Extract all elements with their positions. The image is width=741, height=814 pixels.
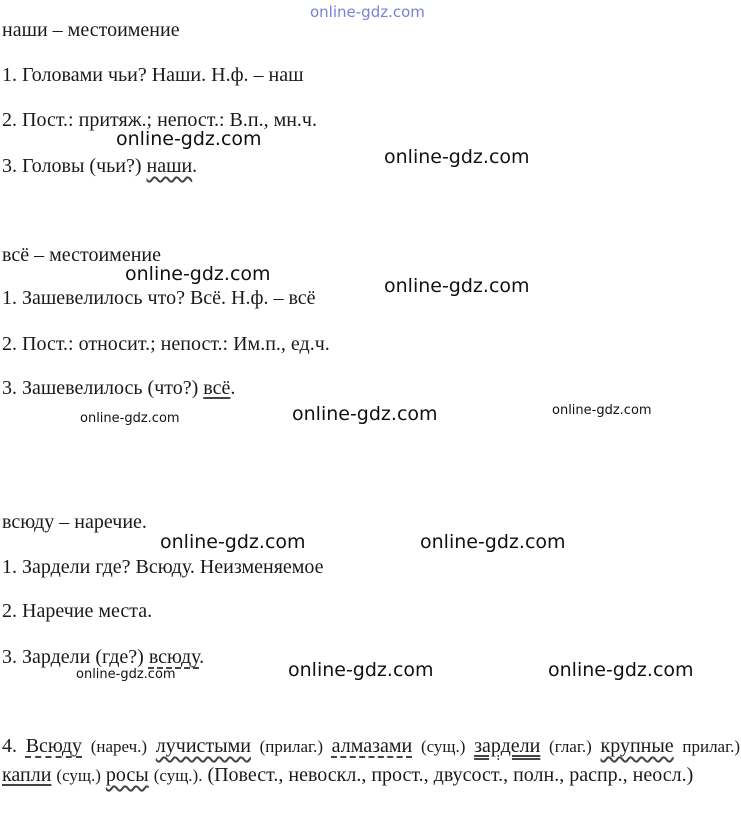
word-kapli: капли bbox=[2, 764, 52, 786]
block1-line3-end: . bbox=[192, 155, 198, 177]
word-krupnye: крупные bbox=[600, 735, 674, 757]
word-vsyudu: Всюду bbox=[25, 735, 83, 757]
block2-line3-text: 3. Зашевелилось (что?) bbox=[2, 377, 204, 399]
watermark: online-gdz.com bbox=[420, 531, 566, 553]
block4-number: 4. bbox=[2, 735, 26, 757]
block3-line3 bbox=[2, 645, 204, 669]
block2-line3-end: . bbox=[230, 377, 236, 399]
block2-title: всё – местоимение bbox=[2, 244, 161, 266]
watermark: online-gdz.com bbox=[292, 403, 438, 425]
block1-line3 bbox=[2, 154, 197, 178]
block1-underlined-word: наши bbox=[146, 155, 193, 177]
block1-line2: 2. Пост.: притяж.; непост.: В.п., мн.ч. bbox=[2, 109, 317, 131]
tag-glag: (глаг.) bbox=[549, 737, 592, 756]
block3-underlined-word: всюду bbox=[148, 646, 200, 668]
block2-line1: 1. Зашевелилось что? Всё. Н.ф. – всё bbox=[2, 287, 316, 309]
block3-title: всюду – наречие. bbox=[2, 511, 147, 533]
watermark: online-gdz.com bbox=[288, 659, 434, 681]
word-zardeli: зардели bbox=[474, 735, 541, 757]
block1-line1: 1. Головами чьи? Наши. Н.ф. – наш bbox=[2, 64, 304, 86]
watermark: online-gdz.com bbox=[552, 403, 652, 418]
word-almazami: алмазами bbox=[331, 735, 413, 757]
watermark: online-gdz.com bbox=[548, 659, 694, 681]
tag-prilag-2: прилаг.) bbox=[682, 737, 741, 756]
watermark: online-gdz.com bbox=[80, 411, 180, 426]
block1-title: наши – местоимение bbox=[2, 19, 180, 41]
watermark: online-gdz.com bbox=[76, 667, 176, 682]
block1-line3-text: 3. Головы (чьи?) bbox=[2, 155, 147, 177]
word-luchistymi: лучистыми bbox=[155, 735, 251, 757]
watermark: online-gdz.com bbox=[125, 263, 271, 285]
word-rosy: росы bbox=[105, 764, 149, 786]
tag-sush-1: (сущ.) bbox=[420, 737, 466, 756]
tag-sush-3: (сущ.). bbox=[153, 766, 203, 785]
tag-narech: (нареч.) bbox=[90, 737, 148, 756]
block4-sentence-analysis bbox=[2, 732, 740, 790]
top-watermark: online-gdz.com bbox=[310, 3, 425, 21]
block2-underlined-word: всё bbox=[203, 377, 231, 399]
watermark: online-gdz.com bbox=[384, 275, 530, 297]
tag-sush-2: (сущ.) bbox=[56, 766, 101, 785]
block2-line2: 2. Пост.: относит.; непост.: Им.п., ед.ч. bbox=[2, 333, 330, 355]
block3-line2: 2. Наречие места. bbox=[2, 600, 153, 622]
block3-line1: 1. Зардели где? Всюду. Неизменяемое bbox=[2, 556, 324, 578]
sentence-characteristics: (Повест., невоскл., прост., двусост., полн., распр., неосл.) bbox=[207, 764, 694, 786]
block2-line3 bbox=[2, 376, 235, 400]
block3-line3-text: 3. Зардели (где?) bbox=[2, 646, 149, 668]
watermark: online-gdz.com bbox=[384, 146, 530, 168]
watermark: online-gdz.com bbox=[160, 531, 306, 553]
watermark: online-gdz.com bbox=[116, 128, 262, 150]
block3-line3-end: . bbox=[199, 646, 205, 668]
tag-prilag-1: (прилаг.) bbox=[259, 737, 323, 756]
